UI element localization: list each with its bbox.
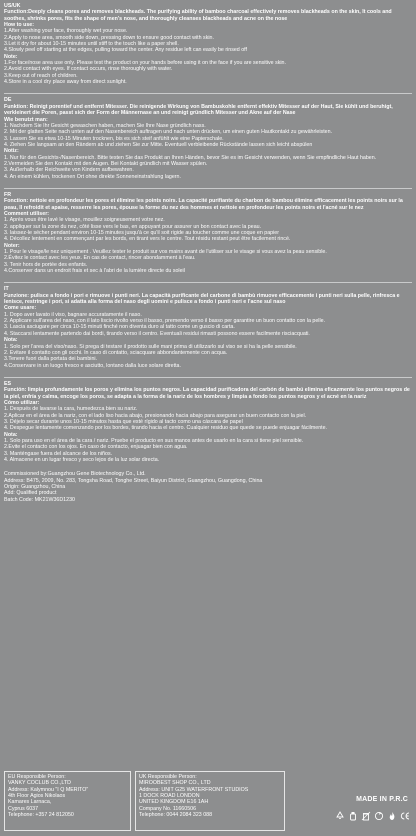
box-line: UK Responsible Person:: [139, 774, 197, 780]
step-4: 4.Slowly peel off starting at the edges, pulling toward the center. Any residue left can easily be rinsed off: [4, 47, 248, 54]
note-title: Nota:: [4, 337, 18, 344]
note-title: Noter:: [4, 242, 20, 249]
section-heading: IT: [4, 286, 9, 293]
function-text: Funzione: pulisce a fondo i pori e rimuove i punti neri. La capacità purificante del carbone di bambù rimuove efficacemente i punti neri sulla pelle, rinfresca e lenisce, restringe i pori, si adatta alla forma del naso degli uomini e pulisce a fondo i punti neri e l'acne sul naso: [4, 292, 400, 306]
box-line: Cyprus 6037: [8, 805, 39, 812]
divider: [4, 377, 412, 378]
box-line: VANKY COCLUB CO.,LTD: [8, 780, 71, 787]
step-3: 3. Lascia asciugare per circa 10-15 minuti finché non diventa duro al tatto come un guscio di carta.: [4, 324, 235, 331]
ce-mark-icon: [400, 811, 410, 821]
box-line: Address: Kalymnou "I Q MERITO": [8, 786, 89, 793]
note-title: Notiz:: [4, 148, 19, 155]
certification-icons: [335, 811, 410, 821]
note-4: 4.Conserver dans un endroit frais et sec à l'abri de la lumière directe du soleil: [4, 268, 185, 275]
note-2: 2.Vermeiden Sie den Kontakt mit den Augen. Bei Kontakt gründlich mit Wasser spülen.: [4, 160, 208, 167]
step-1: 1. Dopo aver lavato il viso, bagnare accuratamente il naso.: [4, 311, 142, 318]
recycle-icon: [335, 811, 345, 821]
note-2: 2.Evite el contacto con los ojos. En caso de contacto, enjuagar bien con agua.: [4, 444, 188, 451]
note-3: 3. Manténgase fuera del alcance de los niños.: [4, 450, 113, 457]
uk-responsible-person-box: [135, 771, 285, 831]
responsible-person-area: [4, 771, 412, 833]
divider: [4, 282, 412, 283]
divider: [4, 188, 412, 189]
section-fr: [4, 192, 412, 274]
note-3: 3. Tenir hors de portée des enfants.: [4, 261, 88, 268]
step-4: 4. Décollez lentement en commençant par les bords, en tirant vers le centre. Tout résidu restant peut être facilement rincé.: [4, 236, 291, 243]
bottle-icon: [348, 811, 358, 821]
note-2: 2.Évitez le contact avec les yeux. En cas de contact, rincer abondamment à l'eau.: [4, 255, 196, 262]
step-1: 1. Después de lavarse la cara, humedezca bien su nariz.: [4, 406, 138, 413]
step-2: 2.Aplicar en el área de la nariz, con el lado liso hacia abajo, presionando hacia abajo para asegurar un buen contacto con la piel.: [4, 412, 307, 419]
divider: [4, 93, 412, 94]
commission-info: [4, 471, 412, 503]
commission-line: Address: B475, 2009, No. 283, Tongsha Road, Tonghe Street, Baiyun District, Guangzhou, Guangdong, China: [4, 477, 263, 484]
function-text: Funktion: Reinigt porentief und entfernt Mitesser. Die reinigende Wirkung von Bambuskohle entfernt effektiv Mitesser auf der Haut, Sie kühlt und beruhigt, verkleinert die Poren, passt sich der Form der Männernase an und reinigt gründlich Mitesser und Akne auf der Nase: [4, 103, 393, 117]
step-4: 4. Despegue lentamente comenzando por los bordes, tirando hacia el centro. Cualquier residuo que quede se puede enjuagar fácilmente.: [4, 425, 328, 432]
commission-line: Commissioned by:Guangzhou Gene Biotechnology Co., Ltd.: [4, 471, 146, 478]
section-heading: FR: [4, 191, 12, 198]
note-title: Nota:: [4, 431, 18, 438]
eu-responsible-person-box: [4, 771, 131, 831]
note-3: 3.Tenere fuori dalla portata dei bambini.: [4, 356, 98, 363]
box-line: MIROOBEST SHOP CO., LTD: [139, 780, 211, 787]
recycle-bin-icon: [361, 811, 371, 821]
flame-icon: [387, 811, 397, 821]
made-in-label: MADE IN P.R.C: [356, 796, 408, 803]
note-1: 1. Solo para uso en el área de la cara / nariz. Pruebe el producto en sus manos antes de usarlo en la cara si tiene piel sensible.: [4, 437, 304, 444]
box-line: 4th Floor Agios Nikolaos: [8, 793, 66, 800]
note-4: 4. Almacene en un lugar fresco y seco lejos de la luz solar directa.: [4, 457, 160, 463]
box-line: Address: UNIT G25 WATERFRONT STUDIOS: [139, 786, 249, 793]
note-3: 3. Außerhalb der Reichweite von Kindern aufbewahren.: [4, 167, 134, 174]
how-to-title: Come usare:: [4, 305, 37, 312]
function-text: Function:Deeply cleans pores and removes blackheads. The purifying ability of bamboo charcoal effectively removes blackheads on the skin, It cools and soothes, shrinks pores, fits the shape of men's nose, and thoroughly cleanses blackheads and acne on the nose: [4, 9, 392, 22]
mobius-loop-icon: [374, 811, 384, 821]
step-2: 2. Applicare sull'area del naso, con il lato liscio rivolto verso il basso, premendo verso il basso per garantire un buon contatto con la pelle.: [4, 318, 326, 325]
note-title: Note:: [4, 53, 18, 60]
note-3: 3.Keep out of reach of children.: [4, 72, 78, 79]
section-heading: ES: [4, 380, 12, 387]
commission-line: Add: Qualified product: [4, 490, 57, 497]
step-1: 1.After washing your face, thoroughly wet your nose.: [4, 28, 128, 35]
note-4: 4.Store in a cool dry place away from direct sunlight.: [4, 79, 127, 86]
step-1: 1. Nachdem Sie Ihr Gesicht gewaschen haben, machen Sie Ihre Nase gründlich nass.: [4, 122, 206, 129]
note-1: 1. Nur für den Gesichts-/Nasenbereich. Bitte testen Sie das Produkt an Ihren Händen, bevor Sie es im Gesicht verwenden, wenn Sie empfindliche Haut haben.: [4, 154, 377, 161]
step-2: 2. Mit der glatten Seite nach unten auf den Nasenbereich auftragen und nach unten drücken, um einen guten Hautkontakt zu gewährleisten.: [4, 129, 333, 136]
step-2: 2. appliquer sur la zone du nez, côté lisse vers le bas, en appuyant pour assurer un bon contact avec la peau.: [4, 223, 262, 230]
note-2: 2. Evitare il contatto con gli occhi. In caso di contatto, sciacquare abbondantemente con acqua.: [4, 349, 228, 356]
note-2: 2.Avoid contact with eyes. If contact occurs, rinse thoroughly with water.: [4, 66, 173, 73]
commission-line: Origin: Guangzhou, China: [4, 484, 66, 491]
note-1: 1. Pour le visage/le nez uniquement . Veuillez tester le produit sur vos mains avant de l'utiliser sur le visage si vous avez la peau sensible.: [4, 249, 327, 256]
function-text: Función: limpia profundamente los poros y elimina los puntos negros. La capacidad purificadora del carbón de bambú elimina eficazmente los puntos negros de la piel, enfría y calma, encoge los poros, se adapta a la forma de la nariz de los hombres y limpia a fondo los puntos negros y el acné en la nariz: [4, 387, 410, 400]
commission-line: Batch Code: MK21W36D1230: [4, 496, 75, 503]
note-1: 1.For face/nose area use only. Please test the product on your hands before using it on the face if you are sensitive skin.: [4, 60, 286, 67]
step-4: 4. Ziehen Sie langsam an den Rändern ab und ziehen Sie zur Mitte. Eventuell verbleibende Rückstände lassen sich leicht abspülen: [4, 141, 313, 148]
section-heading: DE: [4, 97, 12, 104]
box-line: Company No. 11660506: [139, 805, 197, 812]
how-to-title: How to use:: [4, 22, 35, 29]
step-4: 4. Staccarsi lentamente partendo dai bordi, tirando verso il centro. Eventuali residui rimasti possono essere facilmente risciacquati.: [4, 330, 310, 337]
section-us-uk: [4, 3, 412, 85]
step-3: 3. laissez-le sécher pendant environ 10-15 minutes jusqu'à ce qu'il soit rigide au toucher comme une coque en papier: [4, 230, 279, 236]
how-to-title: Wie benutzt man:: [4, 116, 48, 123]
section-de: [4, 97, 412, 179]
box-line: Telephone: +357 24 812050: [8, 812, 74, 819]
step-1: 1. Après vous être lavé le visage, mouillez soigneusement votre nez.: [4, 217, 165, 224]
section-heading: US/UK: [4, 3, 21, 9]
how-to-title: Cómo utilizar:: [4, 399, 40, 406]
box-line: 1 DOCK ROAD LONDON: [139, 793, 200, 800]
box-line: UNITED KINGDOM E16 1AH: [139, 799, 209, 806]
note-1: 1. Solo per l'area del viso/naso. Si prega di testare il prodotto sulle mani prima di utilizzarlo sul viso se si ha la pelle sensibile.: [4, 343, 297, 350]
note-4: 4.Conservare in un luogo fresco e asciutto, lontano dalla luce solare diretta.: [4, 362, 181, 369]
step-3: 3. Déjelo secar durante unos 10-15 minutos hasta que esté rígido al tacto como una cáscara de papel: [4, 418, 243, 425]
box-line: EU Responsible Person:: [8, 774, 66, 780]
how-to-title: Comment utiliser:: [4, 210, 50, 217]
function-text: Fonction: nettoie en profondeur les pores et élimine les points noirs. La capacité purifiante du charbon de bambou élimine efficacement les points noirs sur la peau, Il refroidit et apaise, resserre les pores, épouse la forme du nez des hommes et nettoie en profondeur les points noirs et l'acné sur le nez: [4, 198, 403, 211]
note-4: 4. An einem kühlen, trockenen Ort ohne direkte Sonneneinstrahlung lagern.: [4, 173, 181, 180]
step-3: 3.Let it dry for about 10-15 minutes until stiff to the touch like a paper shell.: [4, 41, 179, 48]
step-2: 2.Apply to nose area, smooth side down, pressing down to ensure good contact with skin.: [4, 34, 214, 41]
section-it: [4, 286, 412, 368]
step-3: 3. Lassen Sie es etwa 10-15 Minuten trocknen, bis es sich steif anfühlt wie eine Papierschale.: [4, 135, 224, 142]
box-line: Kamares Larnaca,: [8, 799, 52, 806]
box-line: Telephone: 0044 2084 323 088: [139, 812, 213, 819]
section-es: [4, 381, 412, 463]
